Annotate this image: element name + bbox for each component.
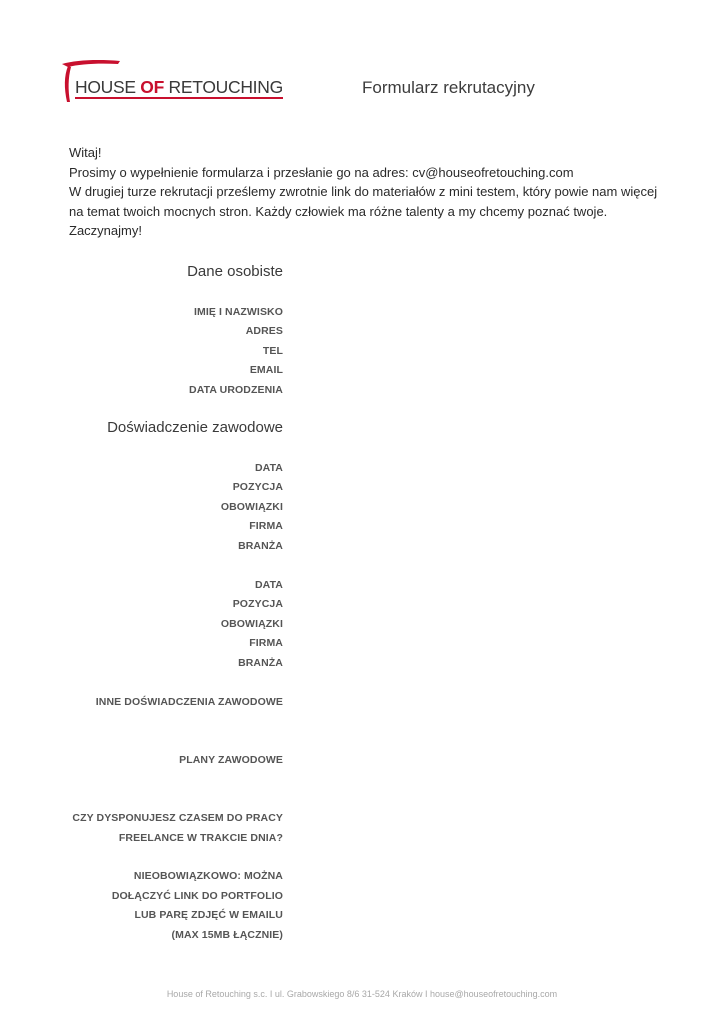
label-date: DATA — [254, 462, 283, 474]
label-phone: TEL — [262, 345, 283, 357]
label-industry: BRANŻA — [238, 540, 283, 552]
label-position: POZYCJA — [232, 481, 283, 493]
intro-greeting: Witaj! — [69, 145, 102, 160]
label-company: FIRMA — [249, 637, 283, 649]
label-position: POZYCJA — [232, 598, 283, 610]
label-portfolio-note: NIEOBOWIĄZKOWO: MOŻNA — [133, 870, 283, 882]
label-address: ADRES — [245, 325, 283, 337]
intro-line: Prosimy o wypełnienie formularza i przesłanie go na adres: cv@houseofretouching.com — [69, 164, 574, 180]
label-portfolio-note: DOŁĄCZYĆ LINK DO PORTFOLIO — [111, 890, 283, 902]
section-title-personal: Dane osobiste — [187, 263, 283, 280]
label-freelance-question: FREELANCE W TRAKCIE DNIA? — [118, 832, 283, 844]
label-duties: OBOWIĄZKI — [220, 501, 283, 513]
label-industry: BRANŻA — [238, 657, 283, 669]
intro-text — [69, 143, 669, 241]
logo-underline — [75, 97, 283, 99]
label-other-experience: INNE DOŚWIADCZENIA ZAWODOWE — [95, 696, 283, 708]
section-title-experience: Doświadczenie zawodowe — [107, 419, 283, 436]
label-career-plans: PLANY ZAWODOWE — [179, 754, 283, 766]
label-birth-date: DATA URODZENIA — [189, 384, 283, 396]
label-portfolio-note: LUB PARĘ ZDJĘĆ W EMAILU — [134, 909, 283, 921]
label-freelance-question: CZY DYSPONUJESZ CZASEM DO PRACY — [72, 812, 283, 824]
label-date: DATA — [254, 579, 283, 591]
page-footer: House of Retouching s.c. I ul. Grabowskiego 8/6 31-524 Kraków I house@houseofretouching.com — [166, 989, 558, 999]
label-portfolio-note: (MAX 15MB ŁĄCZNIE) — [171, 929, 283, 941]
intro-line: W drugiej turze rekrutacji prześlemy zwrotnie link do materiałów z mini testem, który powie nam więcej — [69, 184, 658, 199]
label-full-name: IMIĘ I NAZWISKO — [194, 306, 283, 318]
intro-line: Zaczynajmy! — [69, 223, 142, 238]
label-email: EMAIL — [249, 364, 283, 376]
logo-wordmark: HOUSE OF RETOUCHING — [75, 77, 283, 97]
label-duties: OBOWIĄZKI — [220, 618, 283, 630]
form-title: Formularz rekrutacyjny — [362, 78, 535, 97]
company-logo — [58, 58, 288, 108]
intro-line: na temat twoich mocnych stron. Każdy człowiek ma różne talenty a my chcemy poznać twoje. — [69, 203, 608, 219]
label-company: FIRMA — [249, 520, 283, 532]
